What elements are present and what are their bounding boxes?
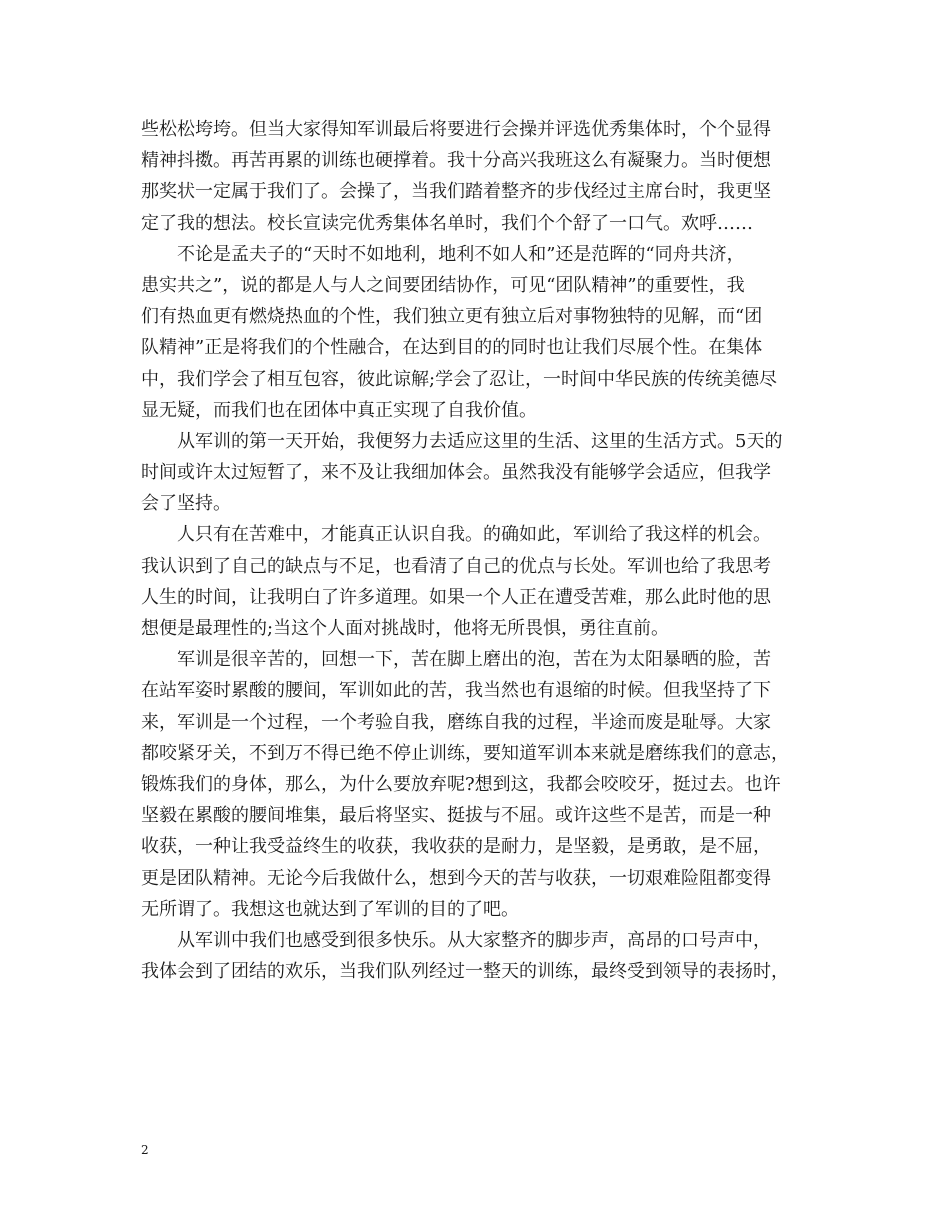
paragraph: [141, 239, 821, 426]
text-line: 时间或许太过短暂了，来不及让我细加体会。虽然我没有能够学会适应，但我学: [141, 462, 771, 484]
text-line: 在站军姿时累酸的腰间，军训如此的苦，我当然也有退缩的时候。但我坚持了下: [141, 680, 771, 702]
text-line: 那奖状一定属于我们了。会操了，当我们踏着整齐的步伐经过主席台时，我更坚: [141, 181, 771, 203]
document-body: [141, 114, 821, 987]
text-line: 都咬紧牙关，不到万不得已绝不停止训练，要知道军训本来就是磨练我们的意志，: [141, 742, 789, 764]
text-line: 队精神”正是将我们的个性融合，在达到目的的同时也让我们尽展个性。在集体: [141, 337, 763, 359]
paragraph: [141, 114, 821, 239]
text-line: 我体会到了团结的欢乐，当我们队列经过一整天的训练，最终受到领导的表扬时，: [141, 961, 789, 983]
text-line: 收获，一种让我受益终生的收获，我收获的是耐力，是坚毅，是勇敢，是不屈，: [141, 836, 771, 858]
paragraph: [141, 644, 821, 925]
text-line: 从军训的第一天开始，我便努力去适应这里的生活、这里的生活方式。5天的: [177, 430, 783, 452]
text-line: 来，军训是一个过程，一个考验自我，磨练自我的过程，半途而废是耻辱。大家: [141, 711, 771, 733]
text-line: 患实共之”，说的都是人与人之间要团结协作，可见“团队精神”的重要性，我: [141, 274, 745, 296]
text-line: 些松松垮垮。但当大家得知军训最后将要进行会操并评选优秀集体时，个个显得: [141, 119, 771, 140]
paragraph: [141, 426, 821, 520]
text-line: 中，我们学会了相互包容，彼此谅解;学会了忍让，一时间中华民族的传统美德尽: [141, 368, 778, 390]
page-number: 2: [141, 1143, 149, 1157]
text-line: 们有热血更有燃烧热血的个性，我们独立更有独立后对事物独特的见解，而“团: [141, 306, 763, 328]
text-line: 从军训中我们也感受到很多快乐。从大家整齐的脚步声，高昂的口号声中，: [177, 929, 771, 951]
text-line: 军训是很辛苦的，回想一下，苦在脚上磨出的泡，苦在为太阳暴晒的脸，苦: [177, 649, 771, 671]
text-line: 更是团队精神。无论今后我做什么，想到今天的苦与收获，一切艰难险阻都变得: [141, 867, 771, 889]
text-line: 不论是孟夫子的“天时不如地利，地利不如人和”还是范晖的“同舟共济，: [177, 243, 745, 265]
text-line: 锻炼我们的身体，那么，为什么要放弃呢?想到这，我都会咬咬牙，挺过去。也许: [141, 773, 781, 795]
text-line: 会了坚持。: [141, 493, 231, 515]
text-line: 想便是最理性的;当这个人面对挑战时，他将无所畏惧，勇往直前。: [141, 618, 670, 639]
paragraph: [141, 519, 821, 644]
text-line: 坚毅在累酸的腰间堆集，最后将坚实、挺拔与不屈。或许这些不是苦，而是一种: [141, 805, 771, 827]
text-line: 人生的时间，让我明白了许多道理。如果一个人正在遭受苦难，那么此时他的思: [141, 586, 771, 608]
text-line: 定了我的想法。校长宣读完优秀集体名单时，我们个个舒了一口气。欢呼……: [141, 212, 753, 234]
text-line: 人只有在苦难中，才能真正认识自我。的确如此，军训给了我这样的机会。: [177, 524, 771, 546]
paragraph: [141, 925, 821, 987]
text-line: 精神抖擞。再苦再累的训练也硬撑着。我十分高兴我班这么有凝聚力。当时便想: [141, 150, 771, 172]
text-line: 我认识到了自己的缺点与不足，也看清了自己的优点与长处。军训也给了我思考: [141, 555, 771, 577]
text-line: 无所谓了。我想这也就达到了军训的目的了吧。: [141, 898, 519, 920]
text-line: 显无疑，而我们也在团体中真正实现了自我价值。: [141, 399, 537, 421]
